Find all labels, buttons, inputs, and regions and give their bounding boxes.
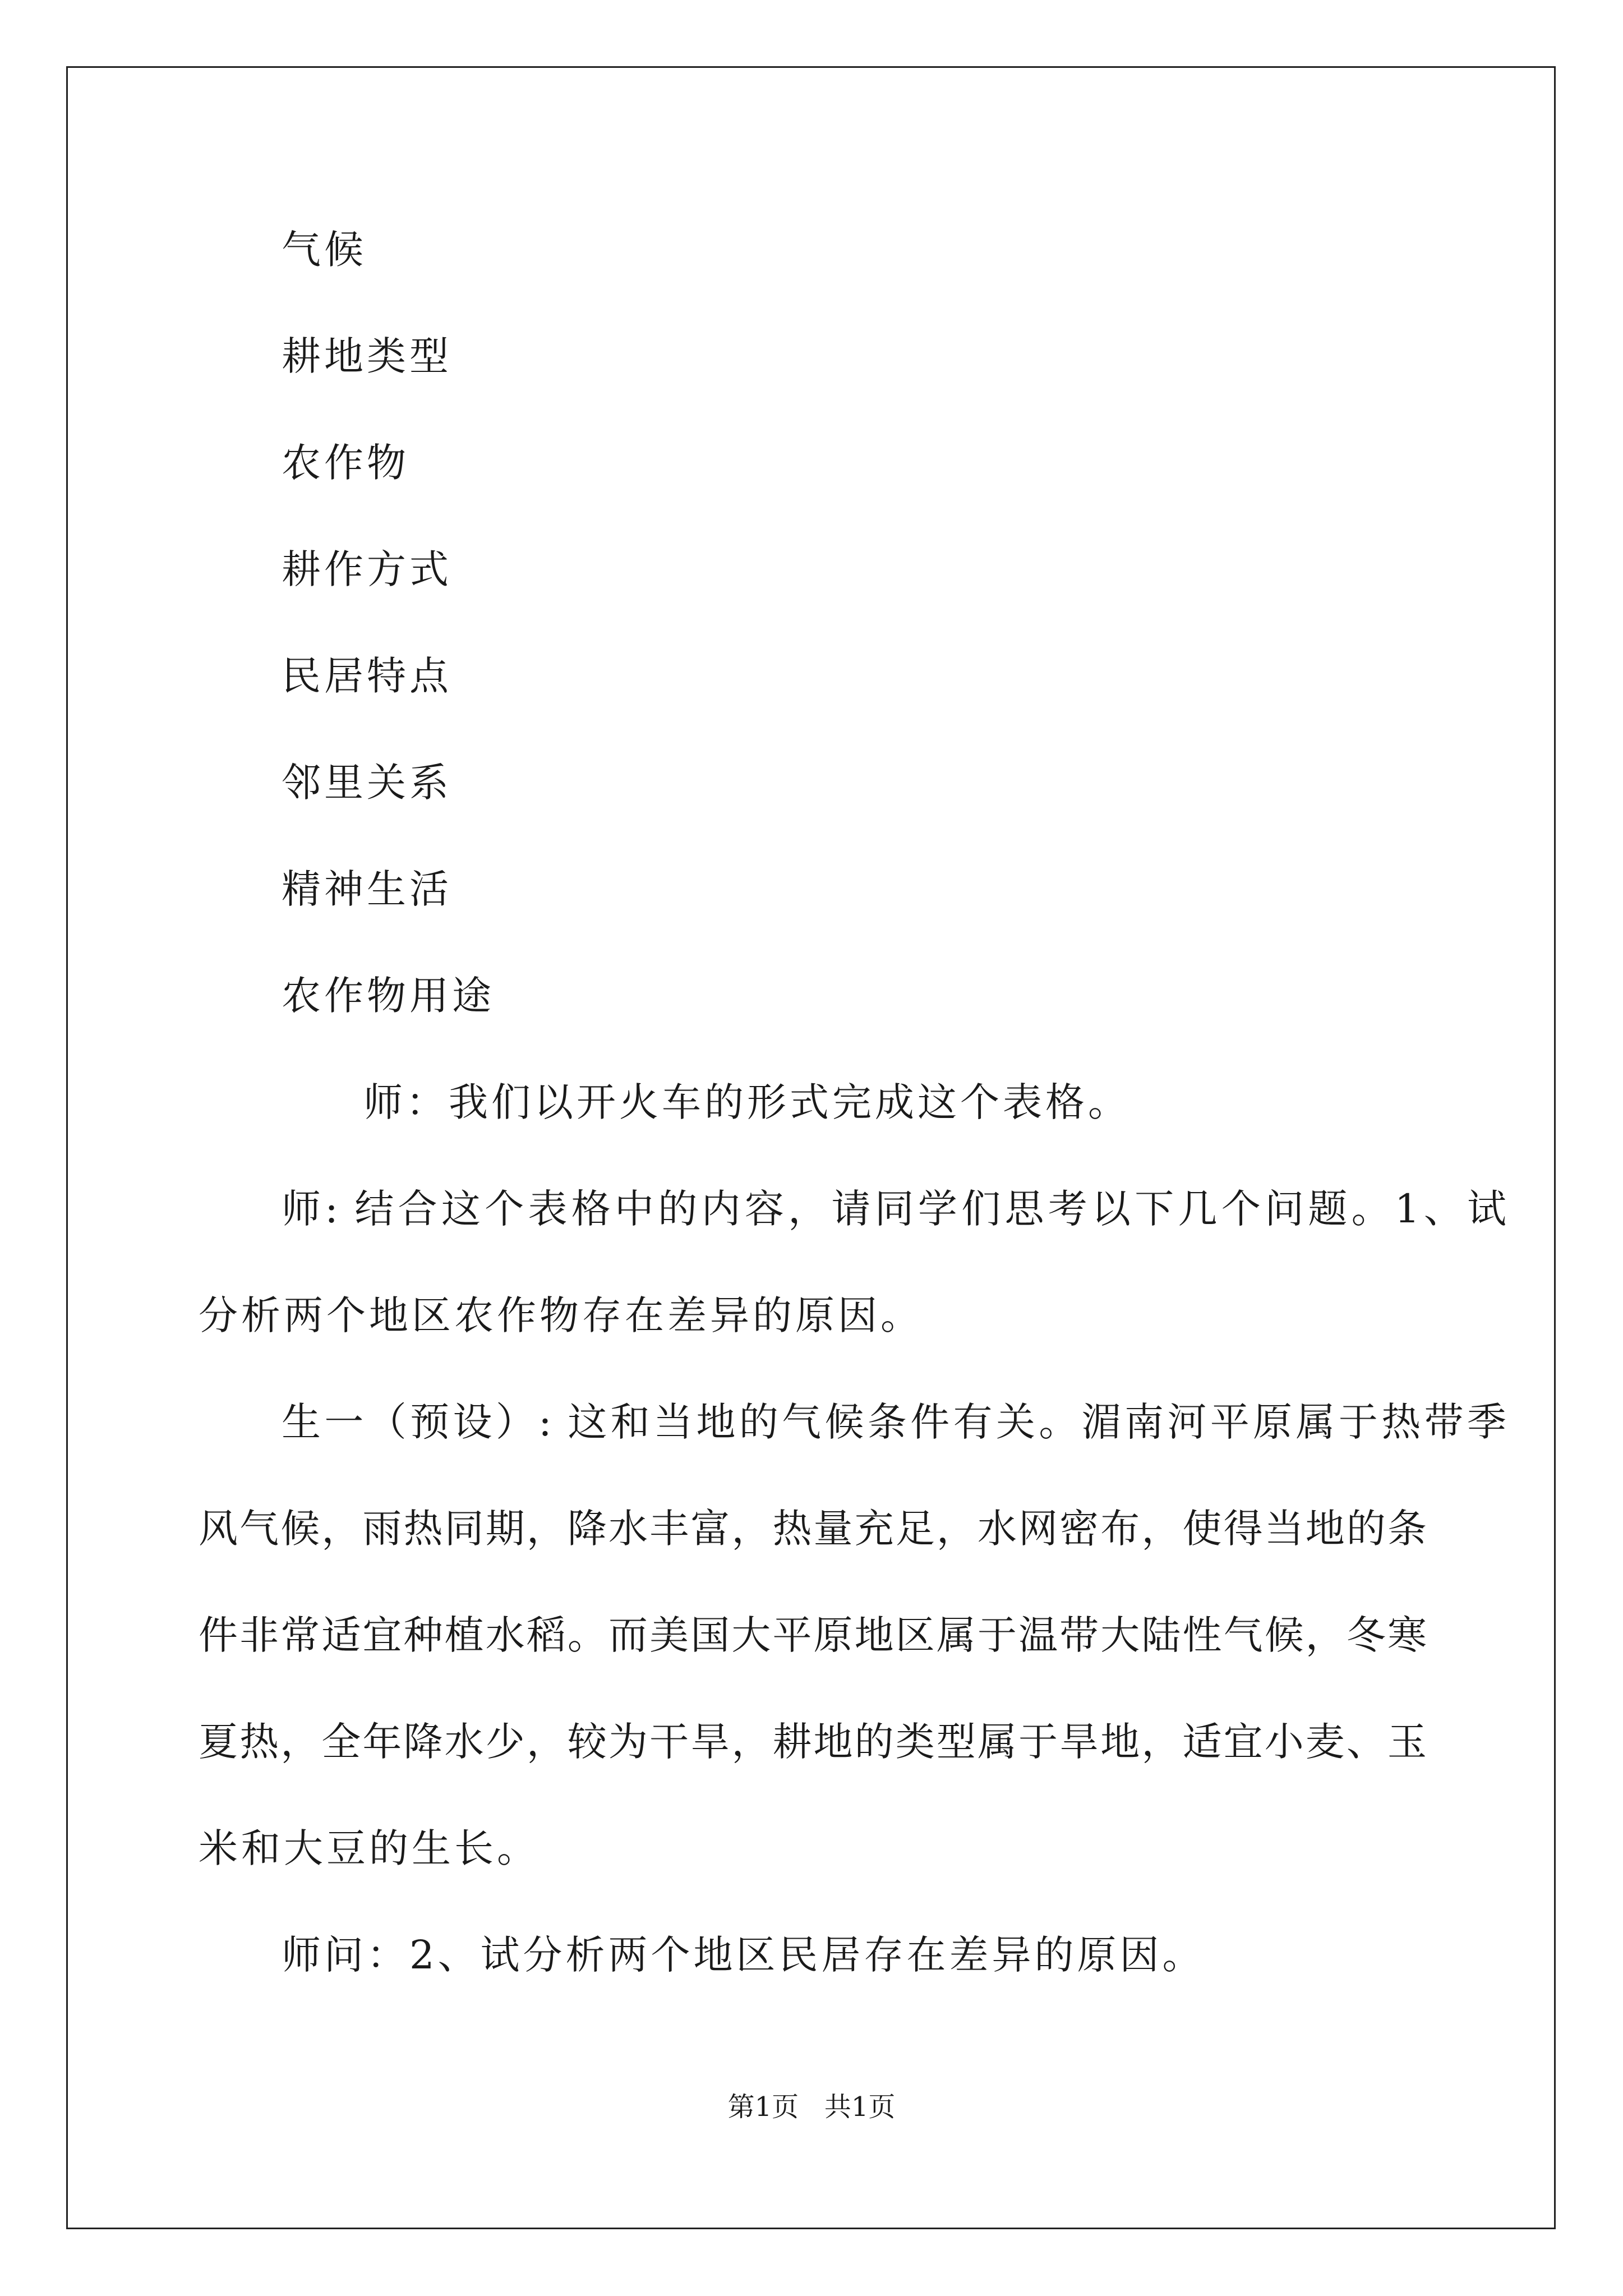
table-row-label: 精神生活	[282, 866, 452, 912]
paragraph-teacher-question-line: 师: 结合这个表格中的内容，请同学们思考以下几个问题。1、试	[282, 1186, 1506, 1232]
table-row-label: 气候	[282, 227, 367, 273]
paragraph-student-answer-line: 米和大豆的生长。	[199, 1825, 540, 1871]
page-footer: 第1页 共1页	[727, 2091, 896, 2123]
table-row-label: 耕地类型	[282, 333, 452, 379]
table-row-label: 耕作方式	[282, 546, 452, 592]
paragraph-teacher-instruction: 师：我们以开火车的形式完成这个表格。	[363, 1079, 1131, 1125]
paragraph-student-answer-line: 风气候，雨热同期，降水丰富，热量充足，水网密布，使得当地的条	[199, 1506, 1427, 1552]
table-row-label: 邻里关系	[282, 760, 452, 806]
page-border	[66, 66, 1556, 2229]
paragraph-student-answer-line: 件非常适宜种植水稻。而美国大平原地区属于温带大陆性气候，冬寒	[199, 1612, 1427, 1658]
paragraph-teacher-question-2: 师问：2、试分析两个地区民居存在差异的原因。	[282, 1932, 1205, 1978]
paragraph-student-answer-line: 生一（预设）: 这和当地的气候条件有关。湄南河平原属于热带季	[282, 1399, 1506, 1445]
table-row-label: 民居特点	[282, 653, 452, 699]
table-row-label: 农作物	[282, 440, 409, 486]
paragraph-student-answer-line: 夏热，全年降水少，较为干旱，耕地的类型属于旱地，适宜小麦、玉	[199, 1719, 1427, 1765]
paragraph-teacher-question-line: 分析两个地区农作物存在差异的原因。	[199, 1292, 923, 1338]
table-row-label: 农作物用途	[282, 973, 495, 1019]
